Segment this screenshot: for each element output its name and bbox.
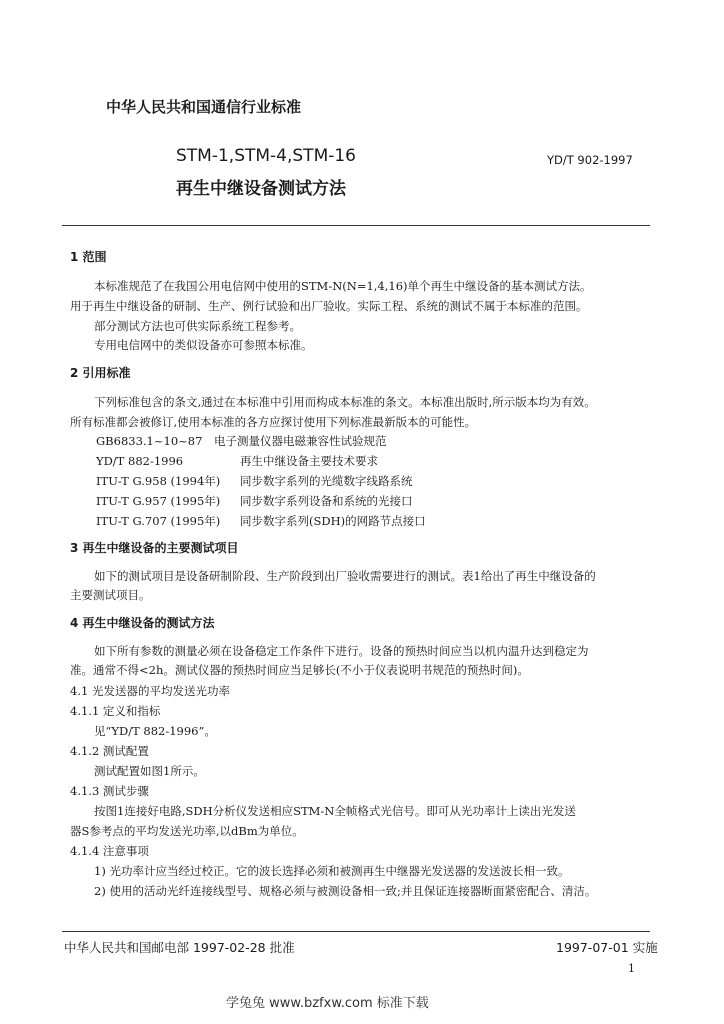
subsection-4-1-3-text-b: 器S参考点的平均发送光功率,以dBm为单位。 (70, 824, 304, 838)
section-4-para1a: 如下所有参数的测量必须在设备稳定工作条件下进行。设备的预热时间应当以机内温升达到稳定为 (94, 644, 589, 658)
section-4-heading: 4 再生中继设备的测试方法 (70, 616, 215, 630)
footer-divider (62, 931, 650, 932)
subsection-4-1-4-heading: 4.1.4 注意事项 (70, 844, 149, 858)
subsection-4-1-2-heading: 4.1.2 测试配置 (70, 744, 149, 758)
citation-code: ITU-T G.707 (1995年) (96, 514, 221, 528)
effective-date: 1997-07-01 实施 (556, 940, 658, 955)
subsection-4-1-3-heading: 4.1.3 测试步骤 (70, 784, 149, 798)
section-3-heading: 3 再生中继设备的主要测试项目 (70, 541, 239, 555)
citation-item (0, 451, 724, 471)
citation-item (0, 471, 724, 491)
section-1-heading: 1 范围 (70, 250, 107, 264)
approval-line: 中华人民共和国邮电部 1997-02-28 批准 (64, 940, 295, 955)
subsection-4-1-2-text: 测试配置如图1所示。 (94, 764, 205, 778)
citation-code: ITU-T G.957 (1995年) (96, 494, 221, 508)
note-item-2: 2) 使用的活动光纤连接线型号、规格必须与被测设备相一致;并且保证连接器断面紧密配合、清洁。 (94, 884, 597, 898)
citation-title: 电子测量仪器电磁兼容性试验规范 (214, 434, 387, 448)
document-title-line1: STM-1,STM-4,STM-16 (176, 146, 357, 166)
watermark-text: 学兔兔 www.bzfxw.com 标准下载 (226, 996, 429, 1011)
citation-list (0, 431, 724, 531)
section-1-para1b: 用于再生中继设备的研制、生产、例行试验和出厂验收。实际工程、系统的测试不属于本标准的范围。 (70, 299, 588, 313)
citation-code: GB6833.1~10~87 (96, 434, 203, 448)
citation-code: ITU-T G.958 (1994年) (96, 474, 221, 488)
citation-title: 同步数字系列(SDH)的网路节点接口 (240, 514, 426, 528)
document-title-line2: 再生中继设备测试方法 (176, 179, 346, 199)
section-3-para1b: 主要测试项目。 (70, 588, 151, 602)
section-1-para3: 专用电信网中的类似设备亦可参照本标准。 (94, 338, 313, 352)
citation-item (0, 511, 724, 531)
citation-item (0, 491, 724, 511)
subsection-4-1-3-text-a: 按图1连接好电路,SDH分析仪发送相应STM-N全帧格式光信号。即可从光功率计上读出光发送 (94, 804, 576, 818)
citation-title: 同步数字系列的光缆数字线路系统 (240, 474, 413, 488)
issuing-organization: 中华人民共和国通信行业标准 (106, 98, 302, 116)
citation-title: 同步数字系列设备和系统的光接口 (240, 494, 413, 508)
section-2-para1b: 所有标准都会被修订,使用本标准的各方应探讨使用下列标准最新版本的可能性。 (70, 415, 477, 429)
section-1-para2: 部分测试方法也可供实际系统工程参考。 (94, 319, 301, 333)
section-2-heading: 2 引用标准 (70, 366, 131, 380)
section-2-para1a: 下列标准包含的条文,通过在本标准中引用而构成本标准的条文。本标准出版时,所示版本均为有效。 (94, 395, 596, 409)
section-1-para1a: 本标准规范了在我国公用电信网中使用的STM-N(N=1,4,16)单个再生中继设备的基本测试方法。 (94, 279, 592, 293)
page-number: 1 (628, 962, 635, 975)
citation-code: YD/T 882-1996 (96, 454, 184, 468)
section-4-para1b: 准。通常不得<2h。测试仪器的预热时间应当足够长(不小于仪表说明书规范的预热时间)。 (70, 663, 529, 677)
subsection-4-1-heading: 4.1 光发送器的平均发送光功率 (70, 684, 230, 698)
section-3-para1a: 如下的测试项目是设备研制阶段、生产阶段到出厂验收需要进行的测试。表1给出了再生中继设备的 (94, 569, 596, 583)
citation-item (0, 431, 724, 451)
note-item-1: 1) 光功率计应当经过校正。它的波长选择必须和被测再生中继器光发送器的发送波长相一致。 (94, 864, 570, 878)
header-divider (62, 225, 650, 226)
standard-number: YD/T 902-1997 (547, 153, 633, 167)
citation-title: 再生中继设备主要技术要求 (240, 454, 378, 468)
subsection-4-1-1-text: 见“YD/T 882-1996”。 (94, 724, 216, 738)
subsection-4-1-1-heading: 4.1.1 定义和指标 (70, 704, 161, 718)
